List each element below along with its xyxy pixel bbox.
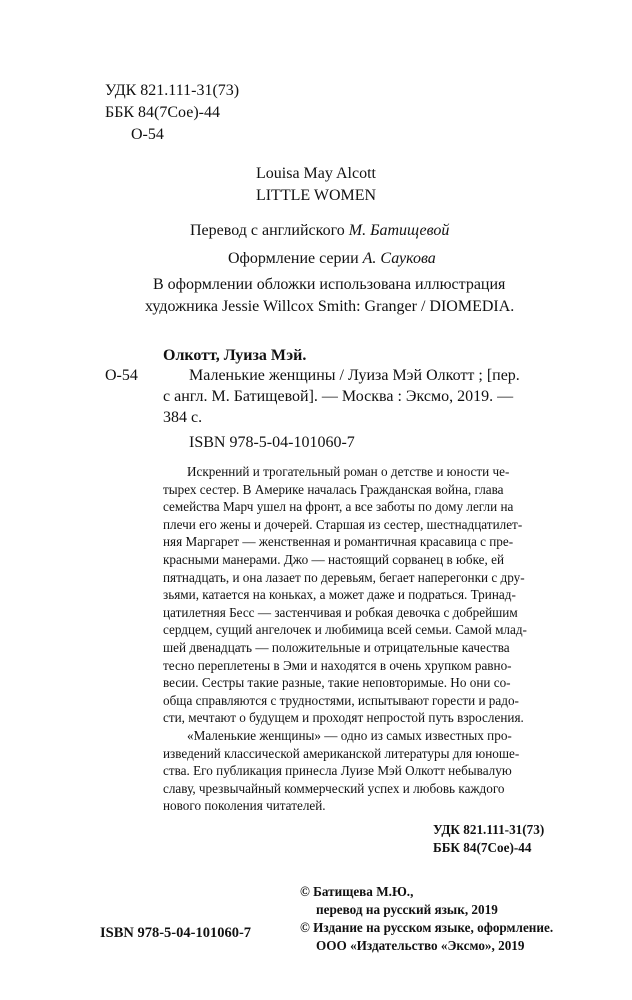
annotation-line: нового поколения читателей.	[163, 798, 326, 814]
annotation-line: Искренний и трогательный роман о детстве и юности че-	[187, 464, 510, 479]
annotation-line: плечи его жены и дочерей. Старшая из сестер, шестнадцатилет-	[163, 516, 523, 532]
bottom-bbk-code: ББК 84(7Сое)-44	[433, 840, 532, 855]
catalog-description-line1: Маленькие женщины / Луиза Мэй Олкотт ; [пер.	[189, 367, 520, 384]
copyright-translation: © Батищева М.Ю.,	[300, 884, 414, 899]
annotation-line: обща справляются с трудностями, испытывают горести и радо-	[163, 692, 519, 708]
bottom-udk-code: УДК 821.111-31(73)	[433, 822, 545, 837]
annotation-line: ства. Его публикация принесла Луизе Мэй Олкотт небывалую	[163, 763, 512, 779]
cover-credit-line1: В оформлении обложки использована иллюстрация	[153, 276, 506, 293]
annotation-line: няя Маргарет — женственная и романтичная красавица с пре-	[163, 534, 514, 550]
original-author: Louisa May Alcott	[256, 165, 376, 182]
catalog-isbn: ISBN 978-5-04-101060-7	[189, 434, 355, 451]
annotation	[163, 463, 527, 815]
original-title: LITTLE WOMEN	[255, 187, 377, 204]
design-prefix: Оформление серии	[228, 250, 359, 267]
translation-prefix: Перевод с английского	[190, 222, 345, 239]
catalog-description-line3: 384 с.	[163, 409, 203, 426]
annotation-line: тырех сестер. В Америке началась Гражданская война, глава	[163, 481, 504, 497]
annotation-line: весии. Сестры такие разные, такие неповторимые. Но они со-	[163, 675, 511, 691]
annotation-line: сердцем, сущий ангелочек и любимица всей семьи. Самой млад-	[163, 622, 527, 638]
translation-credit	[190, 220, 449, 242]
annotation-line: тесно переплетены в Эми и находятся в очень хрупком равно-	[163, 657, 512, 673]
translator-name: М. Батищевой	[348, 222, 450, 239]
catalog-heading: Олкотт, Луиза Мэй.	[163, 347, 307, 364]
copyright-publisher: ООО «Издательство «Эксмо», 2019	[316, 938, 525, 953]
annotation-line: красными манерами. Джо — настоящий сорванец в юбке, ей	[163, 551, 504, 567]
copyright-translation-detail: перевод на русский язык, 2019	[316, 902, 498, 917]
copyright-edition: © Издание на русском языке, оформление.	[300, 920, 554, 935]
annotation-line: цатилетняя Бесс — застенчивая и робкая девочка с добрейшим	[163, 604, 518, 620]
cover-credit-line2: художника Jessie Willcox Smith: Granger / DIOMEDIA.	[145, 298, 515, 315]
annotation-line: изведений классической американской литературы для юноше-	[163, 745, 520, 761]
designer-name: А. Саукова	[362, 250, 436, 267]
annotation-line: шей двенадцать — положительные и отрицательные качества	[163, 639, 510, 655]
annotation-line: славу, чрезвычайный коммерческий успех и любовь каждого	[163, 780, 505, 796]
udk-code: УДК 821.111-31(73)	[105, 82, 240, 99]
footer-isbn: ISBN 978-5-04-101060-7	[100, 925, 252, 941]
annotation-line: зьями, катается на коньках, а может даже и подраться. Тринад-	[163, 587, 516, 603]
annotation-line: сти, мечтают о будущем и проходят непростой путь взросления.	[163, 710, 524, 726]
design-credit	[228, 248, 436, 270]
annotation-line: «Маленькие женщины» — одно из самых известных про-	[187, 727, 512, 743]
annotation-line: семейства Марч ушел на фронт, а все заботы по дому легли на	[163, 499, 514, 515]
catalog-sign: О-54	[105, 367, 138, 384]
author-sign: О-54	[131, 126, 164, 143]
annotation-line: пятнадцать, и она лазает по деревьям, бегает наперегонки с дру-	[163, 569, 525, 585]
bbk-code: ББК 84(7Сое)-44	[105, 104, 220, 121]
catalog-description-line2: с англ. М. Батищевой]. — Москва : Эксмо, 2019. —	[163, 388, 514, 405]
